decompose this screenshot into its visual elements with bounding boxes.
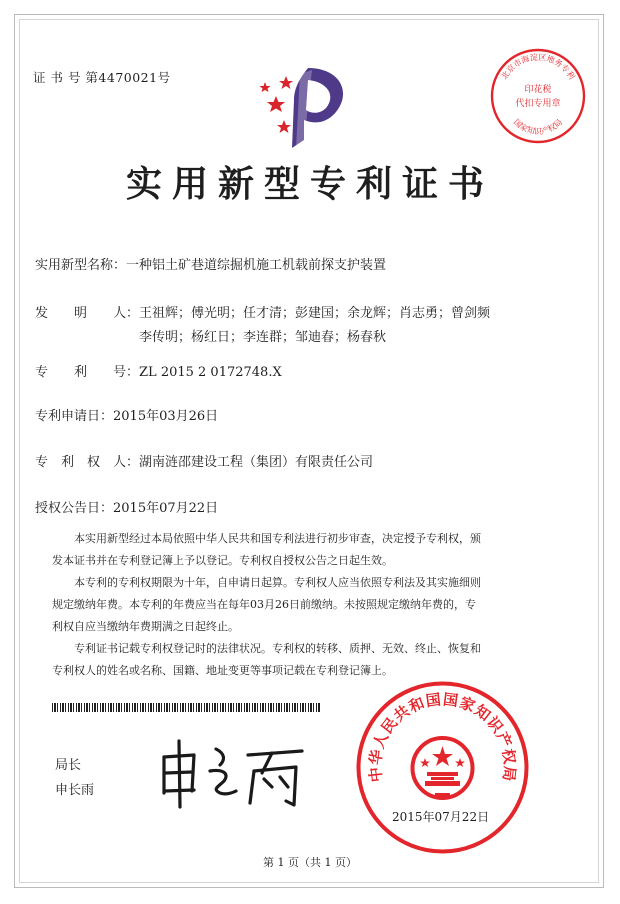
logo-star-2 — [279, 76, 293, 89]
patent-number-label: 专 利 号： — [35, 365, 140, 380]
filing-date-label: 专利申请日： — [35, 409, 114, 424]
filing-date-value: 2015年03月26日 — [113, 409, 219, 424]
grant-date-row — [35, 497, 218, 516]
filing-date-row — [35, 405, 218, 424]
body-line-3: 本专利的专利权期限为十年，自申请日起算。专利权人应当依照专利法及其实施细则 — [74, 576, 481, 589]
utility-name-label: 实用新型名称： — [35, 258, 127, 273]
tax-seal-line1: 印花税 — [524, 85, 552, 95]
body-line-6: 专利证书记载专利权登记时的法律状况。专利权的转移、质押、无效、终止、恢复和 — [74, 642, 481, 655]
logo-star-3 — [260, 82, 271, 92]
logo-star-1 — [267, 96, 285, 112]
director-signature — [150, 735, 310, 810]
svg-text:北京市海淀区地务专利 — [499, 52, 577, 81]
patentee-label: 专 利 权 人： — [35, 455, 140, 470]
patentee-row — [35, 451, 373, 470]
patentee-value: 湖南涟邵建设工程（集团）有限责任公司 — [139, 455, 374, 470]
grant-date-value: 2015年07月22日 — [113, 501, 219, 516]
director-name: 申长雨 — [55, 783, 95, 798]
inventors-line1: 王祖辉；傅光明；任才清；彭建国；余龙辉；肖志勇；曾剑频 — [139, 306, 491, 321]
tax-seal-line2: 代扣专用章 — [515, 99, 561, 109]
page-title: 实用新型专利证书 — [125, 163, 494, 205]
patent-office-logo — [256, 60, 356, 150]
certificate-number: 证 书 号 第4470021号 — [33, 70, 171, 85]
national-seal — [355, 680, 530, 855]
barcode — [52, 703, 320, 712]
body-line-4: 规定缴纳年费。本专利的年费应当在每年03月26日前缴纳。未按照规定缴纳年费的，专 — [52, 598, 476, 611]
svg-text:国家知识产权局 — [512, 118, 564, 136]
utility-name-row — [35, 254, 386, 273]
national-seal-ring-text: 中华人民共和国国家知识产权局 — [366, 690, 519, 784]
patent-number-row — [35, 361, 282, 380]
logo-star-4 — [277, 120, 291, 133]
tax-seal — [488, 46, 588, 146]
tax-seal-bottom-text: 国家知识产权局 — [511, 117, 565, 136]
inventors-line2: 李传明；杨红日；李连群；邹迪春；杨春秋 — [139, 330, 387, 345]
inventors-label: 发 明 人： — [35, 306, 140, 321]
tax-seal-ring-text: 北京市海淀区地务专利 — [499, 52, 577, 82]
body-line-5: 利权自应当缴纳年费期满之日起终止。 — [52, 620, 239, 633]
director-title: 局长 — [55, 758, 82, 773]
inventors-row — [35, 302, 490, 321]
body-line-2: 发本证书并在专利登记簿上予以登记。专利权自授权公告之日起生效。 — [52, 554, 393, 567]
page-footer: 第 1 页（共 1 页） — [263, 856, 357, 869]
patent-number-value: ZL 2015 2 0172748.X — [139, 365, 282, 380]
grant-date-label: 授权公告日： — [35, 501, 114, 516]
body-line-7: 专利权人的姓名或名称、国籍、地址变更等事项记载在专利登记簿上。 — [52, 664, 393, 677]
body-line-1: 本实用新型经过本局依照中华人民共和国专利法进行初步审查，决定授予专利权，颁 — [74, 532, 481, 545]
utility-name-value: 一种铝土矿巷道综掘机施工机载前探支护装置 — [126, 258, 387, 273]
national-emblem — [413, 738, 473, 799]
seal-date: 2015年07月22日 — [392, 810, 490, 824]
